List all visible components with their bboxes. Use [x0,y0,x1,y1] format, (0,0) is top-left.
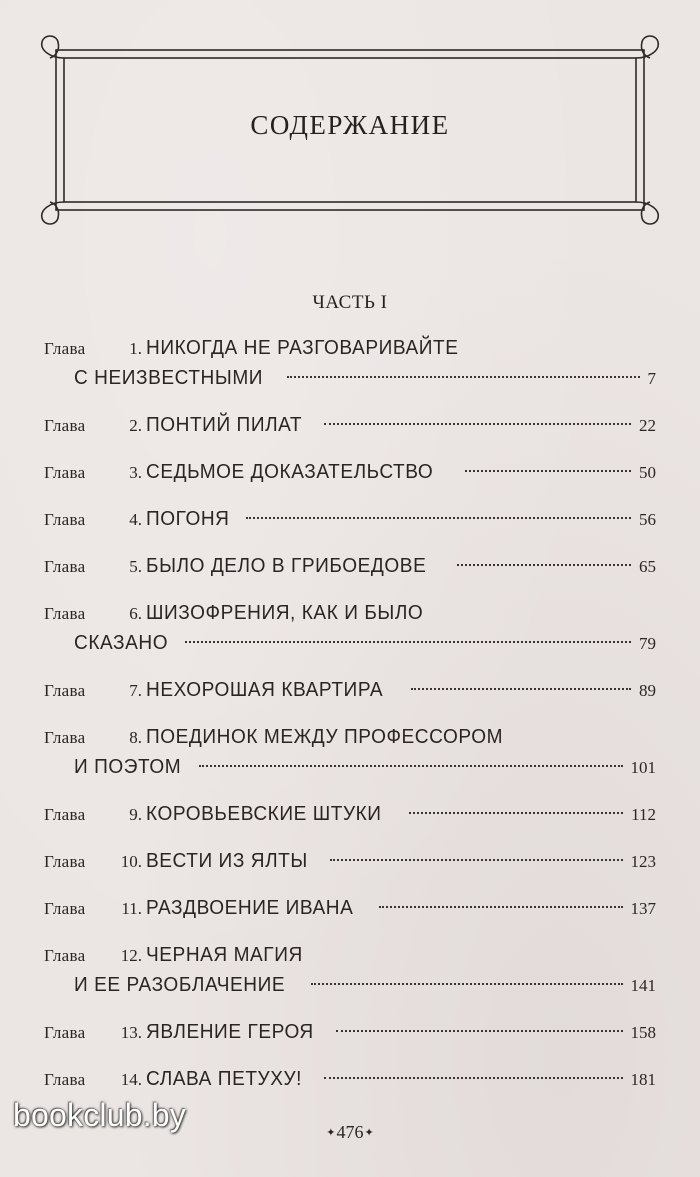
chapter-label: Глава [44,1070,86,1089]
page-number: 112 [631,805,656,824]
dot-leader [311,983,622,985]
page-number: 137 [630,899,656,918]
page-number: 56 [639,510,656,529]
chapter-title: ПОНТИЙ ПИЛАТ [146,413,303,436]
toc-entry [44,410,656,440]
chapter-title: ПОЕДИНОК МЕЖДУ ПРОФЕССОРОМ [146,725,504,748]
toc-entry [44,333,656,393]
table-of-contents [44,333,656,1111]
toc-entry [44,940,656,1000]
ornament-left-icon: ✦ [326,1127,336,1139]
toc-entry [44,675,656,705]
ornament-right-icon: ✦ [364,1127,374,1139]
page-number: 101 [630,758,656,777]
page-number: 22 [639,416,656,435]
chapter-label: Глава [44,805,86,824]
toc-entry [44,846,656,876]
chapter-title-continued: И ЕЕ РАЗОБЛАЧЕНИЕ [74,973,286,996]
dot-leader [324,423,631,425]
chapter-label: Глава [44,728,86,747]
dot-leader [379,906,622,908]
page-number: 89 [639,681,656,700]
chapter-title: ЯВЛЕНИЕ ГЕРОЯ [146,1020,314,1043]
chapter-title: СЛАВА ПЕТУХУ! [146,1067,303,1090]
chapter-number: 9. [129,805,142,824]
toc-entry [44,504,656,534]
dot-leader [199,765,622,767]
page-number: 79 [639,634,656,653]
toc-entry [44,551,656,581]
chapter-title: БЫЛО ДЕЛО В ГРИБОЕДОВЕ [146,554,427,577]
chapter-number: 5. [129,557,142,576]
chapter-title: КОРОВЬЕВСКИЕ ШТУКИ [146,802,382,825]
page-number: 7 [647,369,656,388]
dot-leader [287,376,639,378]
chapter-label: Глава [44,604,86,623]
chapter-number: 4. [129,510,142,529]
chapter-label: Глава [44,946,86,965]
chapter-title: СЕДЬМОЕ ДОКАЗАТЕЛЬСТВО [146,460,434,483]
dot-leader [465,470,631,472]
dot-leader [185,641,631,643]
chapter-title: НЕХОРОШАЯ КВАРТИРА [146,678,384,701]
toc-entry [44,1064,656,1094]
chapter-label: Глава [44,463,86,482]
folio-number: 476 [336,1122,364,1142]
chapter-number: 10. [120,852,142,871]
chapter-label: Глава [44,1023,86,1042]
chapter-number: 13. [120,1023,142,1042]
toc-entry [44,893,656,923]
chapter-number: 12. [120,946,142,965]
chapter-label: Глава [44,852,86,871]
chapter-number: 6. [129,604,142,623]
part-heading: ЧАСТЬ I [312,292,388,313]
chapter-title: РАЗДВОЕНИЕ ИВАНА [146,896,354,919]
watermark: bookclub.by [13,1097,186,1133]
chapter-label: Глава [44,416,86,435]
chapter-title: ПОГОНЯ [146,507,230,530]
contents-title: СОДЕРЖАНИЕ [250,110,450,140]
chapter-label: Глава [44,557,86,576]
chapter-number: 11. [121,899,142,918]
chapter-label: Глава [44,681,86,700]
chapter-label: Глава [44,339,86,358]
toc-entry [44,799,656,829]
page-number: 50 [639,463,656,482]
chapter-number: 7. [129,681,142,700]
page-number: 141 [630,976,656,995]
chapter-label: Глава [44,899,86,918]
chapter-number: 8. [129,728,142,747]
chapter-number: 14. [120,1070,142,1089]
dot-leader [409,812,623,814]
toc-entry [44,1017,656,1047]
chapter-number: 3. [129,463,142,482]
chapter-title: ШИЗОФРЕНИЯ, КАК И БЫЛО [146,601,424,624]
chapter-title-continued: С НЕИЗВЕСТНЫМИ [74,366,264,389]
page-number: 181 [630,1070,656,1089]
dot-leader [457,564,631,566]
toc-entry [44,598,656,658]
toc-entry [44,457,656,487]
chapter-title-continued: И ПОЭТОМ [74,755,182,778]
dot-leader [336,1030,622,1032]
chapter-title: НИКОГДА НЕ РАЗГОВАРИВАЙТЕ [146,336,459,359]
chapter-title: ЧЕРНАЯ МАГИЯ [146,943,303,966]
page-number: 123 [630,852,656,871]
chapter-label: Глава [44,510,86,529]
chapter-number: 1. [129,339,142,358]
chapter-title-continued: СКАЗАНО [74,631,169,654]
page-number: 158 [630,1023,656,1042]
dot-leader [246,517,631,519]
page-number: 65 [639,557,656,576]
chapter-title: ВЕСТИ ИЗ ЯЛТЫ [146,849,308,872]
dot-leader [330,859,623,861]
dot-leader [324,1077,623,1079]
toc-entry [44,722,656,782]
dot-leader [411,688,631,690]
chapter-number: 2. [129,416,142,435]
